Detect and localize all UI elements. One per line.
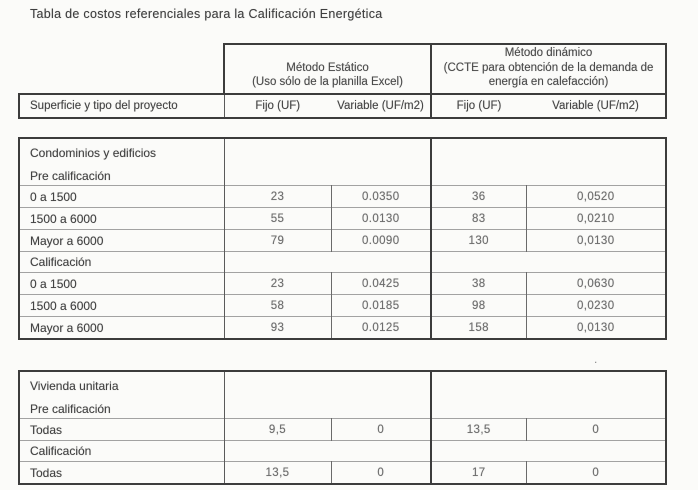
row-label: 0 a 1500 bbox=[19, 186, 224, 208]
scan-artifact-dot: . bbox=[594, 352, 598, 366]
fijo-estatico-cell: 13,5 bbox=[224, 462, 331, 485]
variable-dinamico-cell: 0 bbox=[526, 419, 666, 441]
table-row bbox=[19, 462, 666, 485]
variable-dinamico-cell: 0,0630 bbox=[526, 273, 666, 295]
row-label-line: Pre calificación bbox=[30, 169, 111, 183]
row-label bbox=[19, 138, 224, 186]
fijo-dinamico-cell: 36 bbox=[431, 186, 526, 208]
row-label-line: Vivienda unitaria bbox=[30, 379, 119, 393]
variable-estatico-cell: 0.0090 bbox=[331, 230, 431, 252]
fijo-estatico-cell: 79 bbox=[224, 230, 331, 252]
fijo-estatico-cell: 58 bbox=[224, 295, 331, 317]
table-row bbox=[19, 230, 666, 252]
fijo-dinamico-cell: 13,5 bbox=[431, 419, 526, 441]
empty-group-cell bbox=[224, 441, 431, 462]
table-row bbox=[19, 252, 666, 273]
variable-dinamico-cell: 0,0130 bbox=[526, 230, 666, 252]
table-row bbox=[19, 419, 666, 441]
table-vivienda bbox=[18, 370, 667, 485]
column-header-fijo-estatico: Fijo (UF) bbox=[224, 94, 331, 118]
variable-estatico-cell: 0 bbox=[331, 462, 431, 485]
variable-dinamico-cell: 0 bbox=[526, 462, 666, 485]
fijo-estatico-cell: 55 bbox=[224, 208, 331, 230]
table-row bbox=[19, 317, 666, 340]
header-group-row bbox=[19, 44, 666, 94]
fijo-dinamico-cell: 38 bbox=[431, 273, 526, 295]
row-label: Calificación bbox=[19, 252, 224, 273]
group-dinamico-subtitle: (CCTE para obtención de la demanda de energía en calefacción) bbox=[443, 61, 654, 88]
empty-group-cell bbox=[224, 252, 431, 273]
table-header bbox=[18, 43, 667, 119]
fijo-dinamico-cell: 158 bbox=[431, 317, 526, 340]
fijo-dinamico-cell: 98 bbox=[431, 295, 526, 317]
row-label: Todas bbox=[19, 419, 224, 441]
column-header-superficie: Superficie y tipo del proyecto bbox=[19, 94, 224, 118]
variable-estatico-cell: 0.0130 bbox=[331, 208, 431, 230]
variable-estatico-cell: 0.0425 bbox=[331, 273, 431, 295]
table-row bbox=[19, 208, 666, 230]
header-group-estatico bbox=[224, 44, 431, 94]
group-estatico-name: Método Estático bbox=[286, 61, 369, 74]
fijo-dinamico-cell: 17 bbox=[431, 462, 526, 485]
table-row bbox=[19, 186, 666, 208]
fijo-dinamico-cell: 83 bbox=[431, 208, 526, 230]
fijo-estatico-cell: 23 bbox=[224, 273, 331, 295]
group-dinamico-name: Método dinámico bbox=[504, 47, 593, 59]
variable-estatico-cell: 0.0185 bbox=[331, 295, 431, 317]
table-condominios bbox=[18, 137, 667, 340]
table-row bbox=[19, 371, 666, 419]
variable-estatico-cell: 0 bbox=[331, 419, 431, 441]
page-title: Tabla de costos referenciales para la Calificación Energética bbox=[30, 7, 383, 21]
table-row bbox=[19, 273, 666, 295]
column-header-variable-estatico: Variable (UF/m2) bbox=[331, 94, 431, 118]
header-group-dinamico bbox=[431, 44, 666, 94]
row-label: 1500 a 6000 bbox=[19, 295, 224, 317]
row-label: Mayor a 6000 bbox=[19, 230, 224, 252]
fijo-estatico-cell: 93 bbox=[224, 317, 331, 340]
variable-dinamico-cell: 0,0520 bbox=[526, 186, 666, 208]
header-spacer bbox=[19, 44, 224, 94]
variable-dinamico-cell: 0,0210 bbox=[526, 208, 666, 230]
data-table bbox=[18, 370, 667, 485]
empty-group-cell bbox=[431, 371, 666, 419]
group-estatico-subtitle: (Uso sólo de la planilla Excel) bbox=[252, 76, 403, 88]
table-row bbox=[19, 441, 666, 462]
empty-group-cell bbox=[224, 371, 431, 419]
header-subcolumn-row bbox=[19, 94, 666, 118]
empty-group-cell bbox=[431, 252, 666, 273]
row-label-line: Condominios y edificios bbox=[30, 146, 157, 160]
empty-group-cell bbox=[431, 138, 666, 186]
variable-estatico-cell: 0.0125 bbox=[331, 317, 431, 340]
column-header-variable-dinamico: Variable (UF/m2) bbox=[526, 94, 666, 118]
row-label-line: Pre calificación bbox=[30, 402, 111, 416]
fijo-estatico-cell: 23 bbox=[224, 186, 331, 208]
row-label: Todas bbox=[19, 462, 224, 485]
variable-dinamico-cell: 0,0230 bbox=[526, 295, 666, 317]
variable-estatico-cell: 0.0350 bbox=[331, 186, 431, 208]
row-label bbox=[19, 371, 224, 419]
fijo-dinamico-cell: 130 bbox=[431, 230, 526, 252]
row-label: 0 a 1500 bbox=[19, 273, 224, 295]
variable-dinamico-cell: 0,0130 bbox=[526, 317, 666, 340]
table-row bbox=[19, 295, 666, 317]
row-label: 1500 a 6000 bbox=[19, 208, 224, 230]
fijo-estatico-cell: 9,5 bbox=[224, 419, 331, 441]
empty-group-cell bbox=[224, 138, 431, 186]
row-label: Mayor a 6000 bbox=[19, 317, 224, 340]
table-row bbox=[19, 138, 666, 186]
data-table bbox=[18, 137, 667, 340]
row-label: Calificación bbox=[19, 441, 224, 462]
column-header-fijo-dinamico: Fijo (UF) bbox=[431, 94, 526, 118]
empty-group-cell bbox=[431, 441, 666, 462]
header-table bbox=[18, 43, 667, 119]
